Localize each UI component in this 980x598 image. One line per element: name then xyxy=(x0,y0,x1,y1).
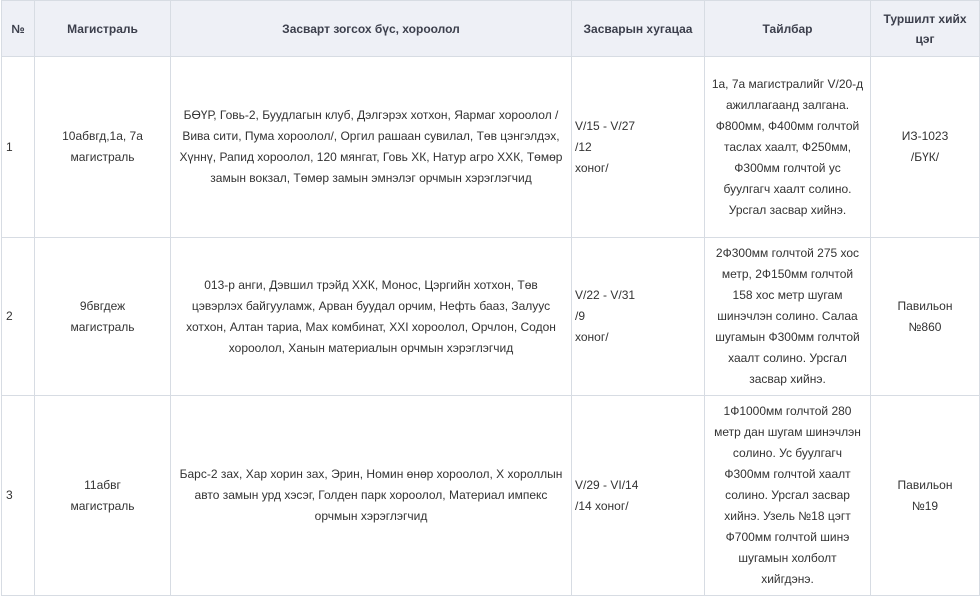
row-area: БӨҮР, Говь-2, Буудлагын клуб, Дэлгэрэх хотхон, Яармаг хороолол /Вива сити, Пума хороолол/, Оргил рашаан сувилал, Төв цэнгэлдэх, Хүннү, Рапид хороолол, 120 мянгат, Говь ХК, Натур агро ХХК, Төмөр замын вокзал, Төмөр замын эмнэлэг орчмын хэрэглэгчид xyxy=(171,57,572,238)
header-point: Туршилт хийх цэг xyxy=(871,1,980,57)
table-header-row xyxy=(2,1,980,57)
row-duration: V/15 - V/27 /12 хоног/ xyxy=(572,57,705,238)
row-note: 2Ф300мм голчтой 275 хос метр, 2Ф150мм голчтой 158 хос метр шугам шинэчлэн солино. Салаа шугамын Ф300мм голчтой хаалт солино. Урсгал засвар хийнэ. xyxy=(705,238,871,396)
table-row xyxy=(2,57,980,238)
table-row xyxy=(2,396,980,596)
row-line: 11абвг магистраль xyxy=(35,396,171,596)
row-number: 2 xyxy=(2,238,35,396)
row-line: 10абвгд,1а, 7а магистраль xyxy=(35,57,171,238)
row-point: Павильон №19 xyxy=(871,396,980,596)
row-duration: V/22 - V/31 /9 хоног/ xyxy=(572,238,705,396)
row-note: 1Ф1000мм голчтой 280 метр дан шугам шинэчлэн солино. Ус буулгагч Ф300мм голчтой хаалт солино. Урсгал засвар хийнэ. Узель №18 цэгт Ф700мм голчтой шинэ шугамын холболт хийгдэнэ. xyxy=(705,396,871,596)
row-point: ИЗ-1023 /БҮК/ xyxy=(871,57,980,238)
row-number: 1 xyxy=(2,57,35,238)
row-area: Барс-2 зах, Хар хорин зах, Эрин, Номин өнөр хороолол, Х хороллын авто замын урд хэсэг, Голден парк хороолол, Материал импекс орчмын хэрэглэгчид xyxy=(171,396,572,596)
header-note: Тайлбар xyxy=(705,1,871,57)
header-duration: Засварын хугацаа xyxy=(572,1,705,57)
header-area: Засварт зогсох бүс, хороолол xyxy=(171,1,572,57)
row-line: 9бвгдеж магистраль xyxy=(35,238,171,396)
header-line: Магистраль xyxy=(35,1,171,57)
repair-schedule-table xyxy=(1,0,980,596)
header-num: № xyxy=(2,1,35,57)
table-row xyxy=(2,238,980,396)
row-area: 013-р анги, Дэвшил трэйд ХХК, Монос, Цэргийн хотхон, Төв цэвэрлэх байгууламж, Арван буудал орчим, Нефть бааз, Залуус хотхон, Алтан тариа, Мах комбинат, XXI хороолол, Орчлон, Содон хороолол, Ханын материалын орчмын хэрэглэгчид xyxy=(171,238,572,396)
row-number: 3 xyxy=(2,396,35,596)
row-point: Павильон №860 xyxy=(871,238,980,396)
row-duration: V/29 - VI/14 /14 хоног/ xyxy=(572,396,705,596)
row-note: 1а, 7а магистралийг V/20-д ажиллагаанд залгана. Ф800мм, Ф400мм голчтой таслах хаалт, Ф250мм, Ф300мм голчтой ус буулгагч хаалт солино. Урсгал засвар хийнэ. xyxy=(705,57,871,238)
